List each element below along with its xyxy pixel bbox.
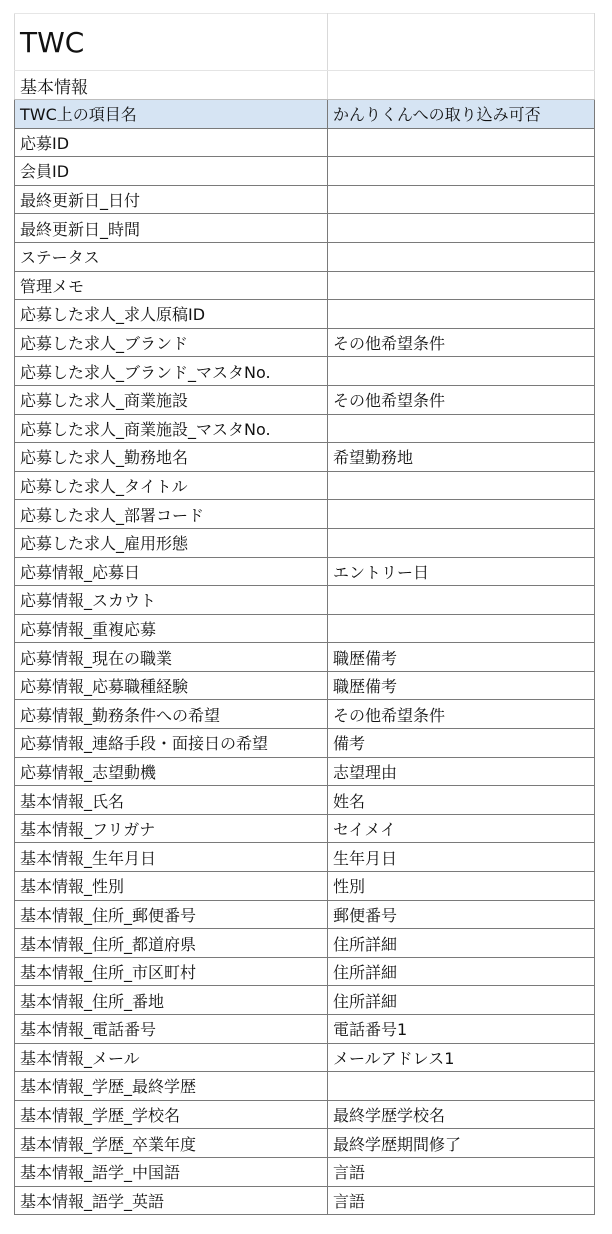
table-row [15, 414, 595, 443]
table-row [15, 757, 595, 786]
table-row [15, 729, 595, 758]
import-target-cell[interactable] [328, 1072, 595, 1101]
twc-item-cell[interactable]: 応募した求人_タイトル [15, 471, 328, 500]
sheet-title[interactable]: TWC [15, 14, 328, 71]
header-row [15, 100, 595, 129]
column-header-twc-item[interactable]: TWC上の項目名 [15, 100, 328, 129]
twc-item-cell[interactable]: 応募した求人_商業施設_マスタNo. [15, 414, 328, 443]
table-row [15, 957, 595, 986]
table-row [15, 1043, 595, 1072]
twc-item-cell[interactable]: 基本情報_学歴_卒業年度 [15, 1129, 328, 1158]
table-row [15, 614, 595, 643]
import-target-cell[interactable]: 住所詳細 [328, 986, 595, 1015]
import-target-cell[interactable] [328, 614, 595, 643]
import-target-cell[interactable] [328, 242, 595, 271]
table-row [15, 814, 595, 843]
twc-item-cell[interactable]: 応募ID [15, 128, 328, 157]
twc-item-cell[interactable]: 管理メモ [15, 271, 328, 300]
table-row [15, 128, 595, 157]
import-target-cell[interactable] [328, 271, 595, 300]
twc-item-cell[interactable]: 会員ID [15, 157, 328, 186]
table-row [15, 271, 595, 300]
twc-item-cell[interactable]: 最終更新日_日付 [15, 185, 328, 214]
table-row [15, 185, 595, 214]
import-target-cell[interactable]: 職歴備考 [328, 671, 595, 700]
import-target-cell[interactable]: 姓名 [328, 786, 595, 815]
import-target-cell[interactable]: 郵便番号 [328, 900, 595, 929]
section-label[interactable]: 基本情報 [15, 71, 328, 100]
import-target-cell[interactable]: その他希望条件 [328, 385, 595, 414]
import-target-cell[interactable]: エントリー日 [328, 557, 595, 586]
import-target-cell[interactable]: 言語 [328, 1157, 595, 1186]
twc-item-cell[interactable]: 基本情報_学歴_最終学歴 [15, 1072, 328, 1101]
import-target-cell[interactable]: 職歴備考 [328, 643, 595, 672]
twc-item-cell[interactable]: 基本情報_語学_英語 [15, 1186, 328, 1215]
table-row [15, 1072, 595, 1101]
import-target-cell[interactable] [328, 414, 595, 443]
import-target-cell[interactable]: 希望勤務地 [328, 443, 595, 472]
twc-item-cell[interactable]: 基本情報_フリガナ [15, 814, 328, 843]
twc-item-cell[interactable]: 応募情報_重複応募 [15, 614, 328, 643]
import-target-cell[interactable]: 言語 [328, 1186, 595, 1215]
table-row [15, 242, 595, 271]
import-target-cell[interactable] [328, 157, 595, 186]
table-row [15, 900, 595, 929]
column-header-import[interactable]: かんりくんへの取り込み可否 [328, 100, 595, 129]
twc-item-cell[interactable]: 基本情報_学歴_学校名 [15, 1100, 328, 1129]
empty-cell[interactable] [328, 14, 595, 71]
twc-item-cell[interactable]: 基本情報_住所_郵便番号 [15, 900, 328, 929]
table-row [15, 929, 595, 958]
table-row [15, 471, 595, 500]
twc-item-cell[interactable]: 応募した求人_部署コード [15, 500, 328, 529]
import-target-cell[interactable] [328, 471, 595, 500]
table-row [15, 1015, 595, 1044]
section-row [15, 71, 595, 100]
table-row [15, 300, 595, 329]
twc-item-cell[interactable]: 応募した求人_商業施設 [15, 385, 328, 414]
twc-item-cell[interactable]: 基本情報_性別 [15, 872, 328, 901]
twc-item-cell[interactable]: 基本情報_住所_都道府県 [15, 929, 328, 958]
table-row [15, 1186, 595, 1215]
table-row [15, 500, 595, 529]
twc-item-cell[interactable]: 応募した求人_ブランド [15, 328, 328, 357]
twc-item-cell[interactable]: 基本情報_住所_市区町村 [15, 957, 328, 986]
table-row [15, 1129, 595, 1158]
table-row [15, 557, 595, 586]
table-body [15, 128, 595, 1215]
import-target-cell[interactable]: 最終学歴学校名 [328, 1100, 595, 1129]
twc-item-cell[interactable]: 基本情報_メール [15, 1043, 328, 1072]
twc-item-cell[interactable]: 応募した求人_雇用形態 [15, 528, 328, 557]
import-target-cell[interactable] [328, 357, 595, 386]
import-target-cell[interactable]: 最終学歴期間修了 [328, 1129, 595, 1158]
import-target-cell[interactable]: その他希望条件 [328, 328, 595, 357]
table-row [15, 528, 595, 557]
table-row [15, 328, 595, 357]
table-row [15, 157, 595, 186]
table-row [15, 700, 595, 729]
import-target-cell[interactable]: 性別 [328, 872, 595, 901]
twc-item-cell[interactable]: 応募情報_勤務条件への希望 [15, 700, 328, 729]
twc-item-cell[interactable]: 基本情報_生年月日 [15, 843, 328, 872]
import-target-cell[interactable]: その他希望条件 [328, 700, 595, 729]
empty-cell[interactable] [328, 71, 595, 100]
twc-item-cell[interactable]: 応募情報_応募職種経験 [15, 671, 328, 700]
mapping-table [14, 13, 595, 1215]
table-row [15, 1157, 595, 1186]
import-target-cell[interactable]: 備考 [328, 729, 595, 758]
import-target-cell[interactable]: 住所詳細 [328, 929, 595, 958]
import-target-cell[interactable] [328, 586, 595, 615]
twc-item-cell[interactable]: ステータス [15, 242, 328, 271]
table-row [15, 786, 595, 815]
import-target-cell[interactable]: メールアドレス1 [328, 1043, 595, 1072]
twc-item-cell[interactable]: 最終更新日_時間 [15, 214, 328, 243]
twc-item-cell[interactable]: 応募した求人_ブランド_マスタNo. [15, 357, 328, 386]
table-row [15, 843, 595, 872]
title-row [15, 14, 595, 71]
table-row [15, 671, 595, 700]
import-target-cell[interactable]: 電話番号1 [328, 1015, 595, 1044]
import-target-cell[interactable] [328, 300, 595, 329]
import-target-cell[interactable]: 志望理由 [328, 757, 595, 786]
table-row [15, 872, 595, 901]
import-target-cell[interactable]: セイメイ [328, 814, 595, 843]
import-target-cell[interactable] [328, 128, 595, 157]
twc-item-cell[interactable]: 基本情報_住所_番地 [15, 986, 328, 1015]
twc-item-cell[interactable]: 基本情報_電話番号 [15, 1015, 328, 1044]
import-target-cell[interactable] [328, 500, 595, 529]
twc-item-cell[interactable]: 応募情報_スカウト [15, 586, 328, 615]
table-row [15, 1100, 595, 1129]
table-row [15, 643, 595, 672]
twc-item-cell[interactable]: 基本情報_語学_中国語 [15, 1157, 328, 1186]
table-row [15, 357, 595, 386]
spreadsheet [14, 13, 594, 1215]
table-row [15, 443, 595, 472]
twc-item-cell[interactable]: 応募情報_志望動機 [15, 757, 328, 786]
table-row [15, 586, 595, 615]
import-target-cell[interactable] [328, 214, 595, 243]
table-row [15, 986, 595, 1015]
import-target-cell[interactable] [328, 185, 595, 214]
twc-item-cell[interactable]: 応募した求人_勤務地名 [15, 443, 328, 472]
twc-item-cell[interactable]: 応募情報_現在の職業 [15, 643, 328, 672]
table-row [15, 385, 595, 414]
twc-item-cell[interactable]: 基本情報_氏名 [15, 786, 328, 815]
import-target-cell[interactable]: 生年月日 [328, 843, 595, 872]
twc-item-cell[interactable]: 応募情報_応募日 [15, 557, 328, 586]
import-target-cell[interactable]: 住所詳細 [328, 957, 595, 986]
twc-item-cell[interactable]: 応募情報_連絡手段・面接日の希望 [15, 729, 328, 758]
twc-item-cell[interactable]: 応募した求人_求人原稿ID [15, 300, 328, 329]
import-target-cell[interactable] [328, 528, 595, 557]
table-row [15, 214, 595, 243]
